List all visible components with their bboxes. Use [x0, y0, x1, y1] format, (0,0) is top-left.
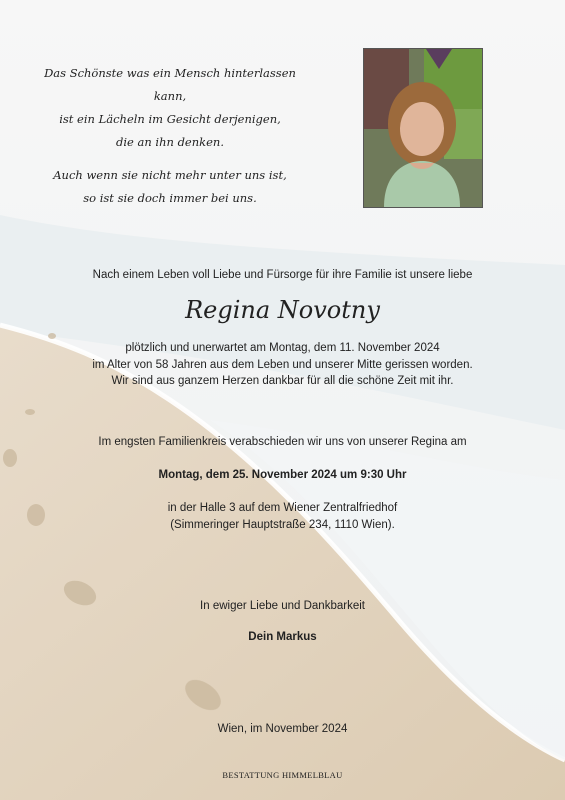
quote-stanza-1 — [40, 62, 300, 154]
undertaker-name: BESTATTUNG HIMMELBLAU — [222, 770, 343, 780]
intro-text: Nach einem Leben voll Liebe und Fürsorge für ihre Familie ist unsere liebe — [92, 269, 473, 281]
closing-text: In ewiger Liebe und Dankbarkeit — [200, 600, 365, 612]
portrait-photo — [363, 48, 483, 208]
quote-line: die an ihn denken. — [116, 135, 224, 149]
place-date: Wien, im November 2024 — [217, 723, 348, 735]
location-line: (Simmeringer Hauptstraße 234, 1110 Wien). — [170, 518, 395, 531]
details-line: Wir sind aus ganzem Herzen dankbar für all die schöne Zeit mit ihr. — [111, 375, 454, 387]
details-line: im Alter von 58 Jahren aus dem Leben und unserer Mitte gerissen worden. — [92, 358, 473, 371]
location-line: in der Halle 3 auf dem Wiener Zentralfriedhof — [167, 502, 398, 514]
details-block — [0, 340, 565, 390]
details-line: plötzlich und unerwartet am Montag, dem 11. November 2024 — [125, 342, 440, 354]
quote-line: ist ein Lächeln im Gesicht derjenigen, — [59, 112, 281, 126]
deceased-name: Regina Novotny — [185, 296, 380, 324]
memorial-quote — [40, 62, 300, 220]
quote-line: Auch wenn sie nicht mehr unter uns ist, — [53, 168, 287, 182]
quote-line: so ist sie doch immer bei uns. — [83, 191, 257, 205]
farewell-intro: Im engsten Familienkreis verabschieden wir uns von unserer Regina am — [98, 436, 467, 448]
quote-line: Das Schönste was ein Mensch hinterlassen kann, — [44, 66, 296, 103]
signature: Dein Markus — [248, 631, 317, 643]
service-date-time: Montag, dem 25. November 2024 um 9:30 Uhr — [158, 469, 407, 481]
service-location — [0, 500, 565, 533]
quote-stanza-2 — [40, 164, 300, 210]
